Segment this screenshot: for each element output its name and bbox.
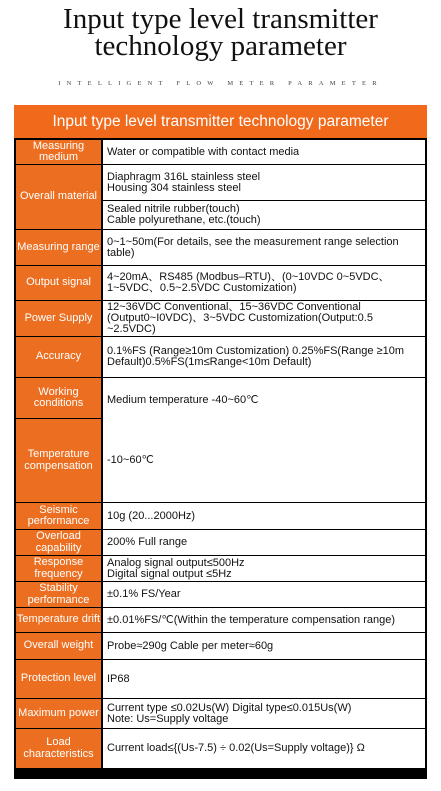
row-value-text: 0.1%FS (Range≥10m Customization) 0.25%FS(Range ≥10m Default)0.5%FS(1m≤Range<10m Default) xyxy=(107,345,404,368)
table-row xyxy=(14,140,427,164)
page-title-line-2: technology parameter xyxy=(94,30,347,62)
table-row xyxy=(14,165,427,229)
row-label xyxy=(16,530,101,555)
row-label xyxy=(16,729,101,768)
row-value xyxy=(103,699,425,728)
table-header: Input type level transmitter technology parameter xyxy=(14,105,427,138)
row-label-text: Accuracy xyxy=(35,350,82,363)
table-row xyxy=(14,530,427,555)
row-value-text: 200% Full range xyxy=(107,536,188,548)
row-label xyxy=(16,608,101,632)
row-value-text: -10~60℃ xyxy=(107,454,154,466)
row-label-text: Measuring medium xyxy=(32,139,85,163)
row-label-text: Working conditions xyxy=(33,385,84,409)
row-value-text: Current type ≤0.02Us(W) Digital type≤0.015Us(W) Note: Us=Supply voltage xyxy=(107,701,352,725)
row-label-text: Load characteristics xyxy=(23,736,94,760)
table-row xyxy=(14,337,427,377)
table-row xyxy=(14,301,427,336)
row-value xyxy=(103,660,425,698)
row-value-text: IP68 xyxy=(107,672,130,685)
row-label xyxy=(16,660,101,698)
row-value-text: Current load≤{(Us-7.5) ÷ 0.02(Us=Supply voltage)} Ω xyxy=(107,742,365,754)
table-row xyxy=(14,729,427,768)
row-value xyxy=(103,301,425,336)
row-value xyxy=(103,337,425,377)
row-label-text: Overload capability xyxy=(35,530,82,554)
row-value-cell xyxy=(103,378,425,423)
table-row xyxy=(14,633,427,659)
row-value-text: Analog signal output≤500Hz Digital signal output ≤5Hz xyxy=(107,556,245,580)
table-row xyxy=(14,503,427,529)
row-label-text: Temperature drift xyxy=(16,613,101,626)
table-row xyxy=(14,556,427,581)
row-value-text: 4~20mA、RS485 (Modbus–RTU)、(0~10VDC 0~5VDC、1~5VDC、0.5~2.5VDC Customization) xyxy=(107,271,390,294)
row-value xyxy=(103,608,425,632)
row-label-text: Response frequency xyxy=(33,556,84,580)
row-label-text: Protection level xyxy=(20,672,97,685)
page-title xyxy=(0,3,441,62)
table-row xyxy=(14,378,427,418)
row-value xyxy=(103,230,425,265)
table-row xyxy=(14,266,427,300)
row-value-text: Water or compatible with contact media xyxy=(107,145,300,158)
row-value-text: Diaphragm 316L stainless steel Housing 304 stainless steel xyxy=(107,170,261,194)
table-row xyxy=(14,660,427,698)
row-label xyxy=(16,556,101,581)
row-value xyxy=(103,582,425,607)
row-value-cell xyxy=(103,165,425,200)
row-value xyxy=(103,633,425,659)
row-value xyxy=(103,165,425,229)
row-label-text: Seismic performance xyxy=(27,503,90,527)
row-value xyxy=(103,530,425,555)
parameter-table xyxy=(14,105,427,779)
page-title-line-1: Input type level transmitter xyxy=(63,3,378,35)
row-value-text: Probe≈290g Cable per meter≈60g xyxy=(107,639,274,652)
row-label xyxy=(16,230,101,265)
row-label xyxy=(16,301,101,336)
row-value-cell xyxy=(103,201,425,229)
row-value xyxy=(103,556,425,581)
row-label xyxy=(16,419,101,502)
row-value xyxy=(103,419,425,502)
row-label-text: Maximum power xyxy=(18,706,99,719)
row-value-text: ±0.01%FS/℃(Within the temperature compensation range) xyxy=(107,613,396,626)
row-label xyxy=(16,633,101,659)
row-value xyxy=(103,729,425,768)
table-row xyxy=(14,230,427,265)
row-value xyxy=(103,266,425,300)
row-value-text: 12~36VDC Conventional、15~36VDC Conventional (Output0~I0VDC)、3~5VDC Customization(Output:0.5 ~2.5VDC) xyxy=(107,301,373,335)
table-row xyxy=(14,699,427,728)
page-subtitle: INTELLIGENT FLOW METER PARAMETER xyxy=(58,80,383,87)
row-label-text: Overall weight xyxy=(23,639,94,652)
row-value-text: Sealed nitrile rubber(touch) Cable polyurethane, etc.(touch) xyxy=(107,203,261,226)
row-label-text: Stability performance xyxy=(27,582,90,606)
row-label xyxy=(16,699,101,728)
row-label xyxy=(16,140,101,164)
row-label-text: Temperature compensation xyxy=(24,448,93,472)
row-label-text: Output signal xyxy=(26,276,91,289)
table-row xyxy=(14,608,427,632)
row-value xyxy=(103,140,425,164)
table-row xyxy=(14,419,427,502)
table-row xyxy=(14,582,427,607)
row-label-text: Measuring range xyxy=(17,240,100,253)
row-value-text: 10g (20...2000Hz) xyxy=(107,509,196,522)
row-label-text: Power Supply xyxy=(24,311,93,324)
row-value-text: ±0.1% FS/Year xyxy=(107,588,181,600)
row-label-text: Overall material xyxy=(19,190,98,203)
row-label xyxy=(16,582,101,607)
row-value-text: Medium temperature -40~60℃ xyxy=(107,394,259,406)
row-value-text: 0~1~50m(For details, see the measurement range selection table) xyxy=(107,235,399,259)
row-label xyxy=(16,378,101,418)
row-label xyxy=(16,337,101,377)
row-label xyxy=(16,165,101,229)
row-label xyxy=(16,503,101,529)
row-value xyxy=(103,503,425,529)
row-label xyxy=(16,266,101,300)
row-value xyxy=(103,378,425,418)
